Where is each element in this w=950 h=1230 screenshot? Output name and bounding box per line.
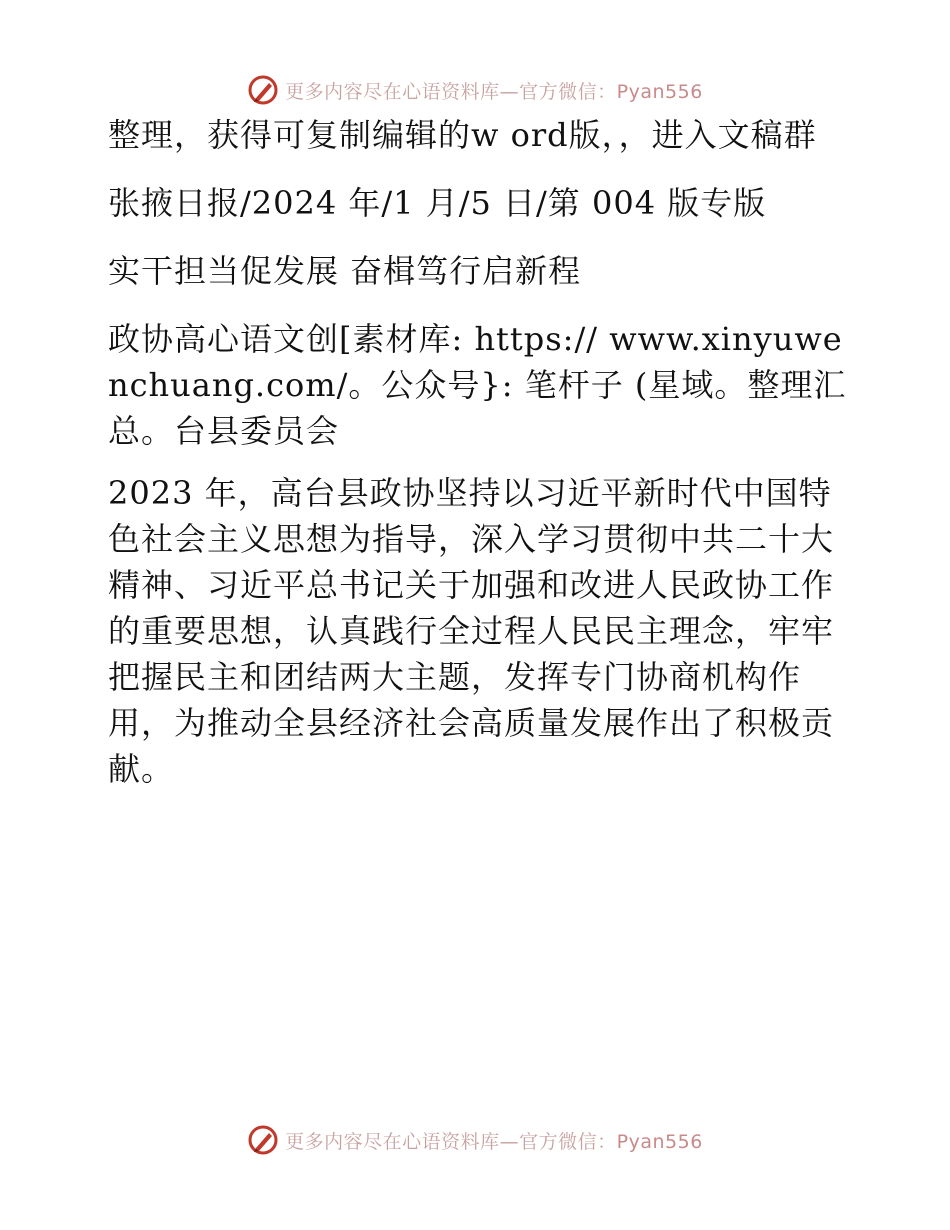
paragraph-intro: 整理，获得可复制编辑的w ord版，，进入文稿群 — [108, 116, 817, 154]
paragraph-byline: 政协高心语文创[素材库: https:// www.xinyuwenchuang.com/。公众号}: 笔杆子 (星域。整理汇总。台县委员会 — [108, 320, 847, 450]
watermark-text: 更多内容尽在心语资料库—官方微信：Pyan556 — [285, 1130, 703, 1153]
paragraph-body: 2023 年，高台县政协坚持以习近平新时代中国特色社会主义思想为指导，深入学习贯彻中共二十大精神、习近平总书记关于加强和改进人民政协工作的重要思想，认真践行全过程人民民主理念，牢牢把握民主和团结两大主题，发挥专门协商机构作用，为推动全县经济社会高质量发展作出了积极贡献。 — [108, 474, 835, 788]
watermark-text: 更多内容尽在心语资料库—官方微信：Pyan556 — [285, 80, 703, 103]
pen-logo-icon — [247, 74, 279, 106]
footer-watermark — [0, 1120, 950, 1160]
document-body — [98, 112, 850, 792]
header-watermark — [0, 70, 950, 110]
paragraph-source: 张掖日报/2024 年/1 月/5 日/第 004 版专版 — [108, 184, 767, 222]
article-title: 实干担当促发展 奋楫笃行启新程 — [108, 252, 582, 290]
pen-logo-icon — [247, 1124, 279, 1156]
